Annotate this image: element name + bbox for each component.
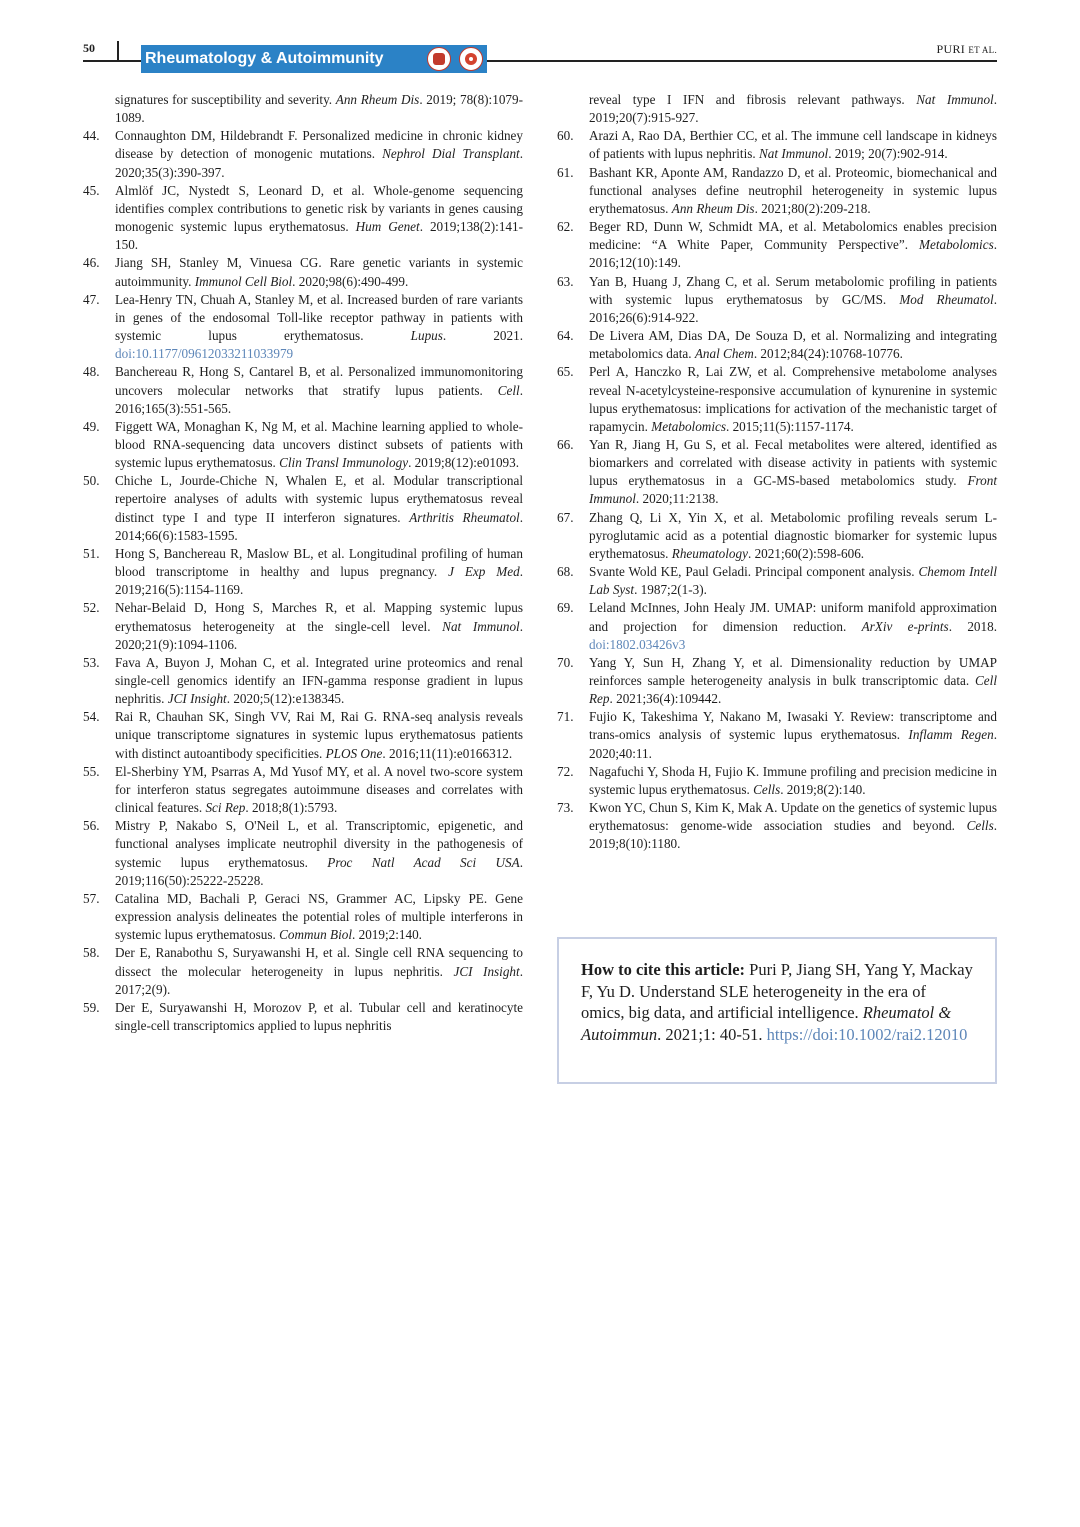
reference-journal: Metabolomics bbox=[918, 237, 994, 253]
reference-text: Mistry P, Nakabo S, O'Neil L, et al. Transcriptomic, epigenetic, and functional analyses implicate neutrophil diversity in the pathogenesis of systemic lupus erythematosus. Proc Natl Acad Sci USA. 2019;116(50):25222-25228. bbox=[115, 818, 523, 888]
running-head-etal: ET AL. bbox=[968, 45, 997, 55]
reference-journal: Proc Natl Acad Sci USA bbox=[327, 854, 520, 870]
reference-item bbox=[83, 545, 523, 599]
reference-journal: Arthritis Rheumatol bbox=[409, 509, 520, 525]
reference-text: Connaughton DM, Hildebrandt F. Personalized medicine in chronic kidney disease by detection of monogenic mutations. Nephrol Dial Transplant. 2020;35(3):390-397. bbox=[115, 128, 523, 180]
reference-text: Arazi A, Rao DA, Berthier CC, et al. The immune cell landscape in kidneys of patients with lupus nephritis. Nat Immunol. 2019; 20(7):902-914. bbox=[589, 128, 997, 162]
reference-item bbox=[83, 817, 523, 890]
reference-item bbox=[557, 218, 997, 272]
citation-box bbox=[557, 937, 997, 1084]
reference-item bbox=[83, 654, 523, 708]
reference-text: El-Sherbiny YM, Psarras A, Md Yusof MY, et al. A novel two-score system for interferon status segregates autoimmune diseases and correlates with clinical features. Sci Rep. 2018;8(1):5793. bbox=[115, 763, 523, 816]
reference-journal: Chemom Intell Lab Syst bbox=[589, 564, 997, 598]
citation-journal: Rheumatol & Autoimmun bbox=[581, 1003, 952, 1044]
reference-column-left bbox=[83, 91, 523, 1035]
journal-title: Rheumatology & Autoimmunity bbox=[145, 50, 384, 67]
reference-journal: Lupus bbox=[410, 328, 443, 344]
reference-text: Fava A, Buyon J, Mohan C, et al. Integrated urine proteomics and renal single-cell genomics identify an IFN-gamma response gradient in lupus nephritis. JCI Insight. 2020;5(12):e138345. bbox=[115, 654, 523, 707]
reference-item bbox=[83, 418, 523, 472]
reference-journal: Clin Transl Immunology bbox=[279, 455, 409, 471]
reference-text: Yan R, Jiang H, Gu S, et al. Fecal metabolites were altered, identified as biomarkers and correlated with disease activity in patients with systemic lupus erythematosus in a GC-MS-based metabolomics study. Front Immunol. 2020;11:2138. bbox=[589, 436, 997, 507]
reference-text: Leland McInnes, John Healy JM. UMAP: uniform manifold approximation and projection for dimension reduction. ArXiv e-prints. 2018. doi:1802.03426v3 bbox=[589, 600, 997, 652]
reference-text: Catalina MD, Bachali P, Geraci NS, Grammer AC, Lipsky PE. Gene expression analysis delineates the potential roles of multiple interferons in systemic lupus erythematosus. Commun Biol. 2019;2:140. bbox=[115, 890, 523, 943]
reference-text: Zhang Q, Li X, Yin X, et al. Metabolomic profiling reveals serum L-pyroglutamic acid as a potential diagnostic biomarker for systemic lupus erythematosus. Rheumatology. 2021;60(2):598-606. bbox=[589, 509, 997, 561]
reference-item bbox=[557, 327, 997, 363]
reference-number: 68. bbox=[557, 564, 574, 580]
reference-journal: Metabolomics bbox=[651, 418, 726, 434]
reference-number: 55. bbox=[83, 763, 100, 779]
reference-number: 56. bbox=[83, 818, 100, 834]
reference-number: 46. bbox=[83, 255, 100, 271]
reference-journal: JCI Insight bbox=[453, 963, 520, 979]
reference-number: 69. bbox=[557, 600, 574, 616]
reference-text: Der E, Ranabothu S, Suryawanshi H, et al. Single cell RNA sequencing to dissect the molecular heterogeneity in lupus nephritis. JCI Insight. 2017;2(9). bbox=[115, 945, 523, 997]
reference-number: 73. bbox=[557, 800, 574, 816]
reference-number: 67. bbox=[557, 509, 574, 525]
reference-number: 48. bbox=[83, 364, 100, 380]
reference-item bbox=[83, 182, 523, 255]
reference-doi-link[interactable]: doi:1802.03426v3 bbox=[589, 636, 686, 652]
reference-number: 64. bbox=[557, 328, 574, 344]
reference-number: 61. bbox=[557, 164, 574, 180]
citation-lead: How to cite this article: bbox=[581, 960, 746, 979]
reference-number: 51. bbox=[83, 545, 100, 561]
reference-item bbox=[557, 273, 997, 327]
reference-number: 52. bbox=[83, 600, 100, 616]
running-head bbox=[937, 42, 998, 57]
reference-text: Lea-Henry TN, Chuah A, Stanley M, et al. Increased burden of rare variants in genes of the endosomal Toll-like receptor pathway in patients with systemic lupus erythematosus. Lupus. 2021. doi:10.1177/09612033211033979 bbox=[115, 291, 524, 362]
reference-text: Beger RD, Dunn W, Schmidt MA, et al. Metabolomics enables precision medicine: “A White Paper, Community Perspective”. Metabolomics. 2016;12(10):149. bbox=[589, 219, 997, 271]
reference-text: Rai R, Chauhan SK, Singh VV, Rai M, Rai G. RNA-seq analysis reveals unique transcriptome signatures in systemic lupus erythematosus patients with distinct autoantibody specificities. PLOS One. 2016;11(11):e0166312. bbox=[115, 709, 523, 761]
citation-details: . 2021;1: 40-51. bbox=[657, 1024, 767, 1044]
reference-item bbox=[557, 708, 997, 762]
reference-text: Nehar-Belaid D, Hong S, Marches R, et al. Mapping systemic lupus erythematosus heterogeneity at the single-cell level. Nat Immunol. 2020;21(9):1094-1106. bbox=[115, 600, 524, 652]
reference-text: Svante Wold KE, Paul Geladi. Principal component analysis. Chemom Intell Lab Syst. 1987;2(1-3). bbox=[589, 564, 997, 598]
reference-journal: Cell bbox=[497, 382, 520, 398]
reference-number: 50. bbox=[83, 473, 100, 489]
reference-journal: Immunol Cell Biol bbox=[194, 273, 293, 289]
reference-journal: PLOS One bbox=[325, 745, 383, 761]
reference-number: 54. bbox=[83, 709, 100, 725]
reference-journal: Hum Genet bbox=[355, 219, 420, 235]
reference-journal: Cell Rep bbox=[589, 673, 997, 707]
reference-text: Yan B, Huang J, Zhang C, et al. Serum metabolomic profiling in patients with systemic lupus erythematosus by GC/MS. Mod Rheumatol. 2016;26(6):914-922. bbox=[589, 273, 997, 325]
reference-number: 60. bbox=[557, 128, 574, 144]
reference-item bbox=[83, 763, 523, 817]
reference-number: 49. bbox=[83, 418, 100, 434]
reference-number: 58. bbox=[83, 945, 100, 961]
reference-item bbox=[557, 127, 997, 163]
reference-item bbox=[557, 363, 997, 436]
reference-number: 72. bbox=[557, 763, 574, 779]
reference-number: 65. bbox=[557, 364, 574, 380]
reference-item bbox=[83, 127, 523, 181]
reference-number: 47. bbox=[83, 291, 100, 307]
reference-item bbox=[557, 563, 997, 599]
running-head-author: PURI bbox=[936, 42, 966, 56]
reference-continuation: reveal type I IFN and fibrosis relevant pathways. Nat Immunol. 2019;20(7):915-927. bbox=[589, 92, 997, 126]
citation-doi-link[interactable]: https://doi:10.1002/rai2.12010 bbox=[766, 1024, 968, 1044]
reference-item bbox=[83, 472, 523, 545]
journal-banner bbox=[141, 45, 487, 73]
reference-number: 63. bbox=[557, 273, 574, 289]
reference-item bbox=[557, 509, 997, 563]
reference-journal: ArXiv e-prints bbox=[861, 618, 949, 634]
reference-text: Almlöf JC, Nystedt S, Leonard D, et al. Whole-genome sequencing identifies complex contributions to genetic risk by variants in genes causing monogenic systemic lupus erythematosus. Hum Genet. 2019;138(2):141-150. bbox=[115, 182, 523, 253]
page-number: 50 bbox=[83, 41, 95, 55]
reference-journal: Ann Rheum Dis bbox=[671, 200, 755, 216]
reference-text: Banchereau R, Hong S, Cantarel B, et al. Personalized immunomonitoring uncovers molecular networks that stratify lupus patients. Cell. 2016;165(3):551-565. bbox=[115, 364, 523, 416]
reference-item bbox=[83, 708, 523, 762]
reference-number: 59. bbox=[83, 999, 100, 1015]
reference-text: Kwon YC, Chun S, Kim K, Mak A. Update on the genetics of systemic lupus erythematosus: genome-wide association studies and beyond. Cells. 2019;8(10):1180. bbox=[589, 800, 997, 852]
reference-journal: Nat Immunol bbox=[442, 618, 520, 634]
reference-item bbox=[83, 599, 523, 653]
reference-text: De Livera AM, Dias DA, De Souza D, et al. Normalizing and integrating metabolomics data. Anal Chem. 2012;84(24):10768-10776. bbox=[589, 328, 997, 362]
reference-number: 53. bbox=[83, 654, 100, 670]
reference-item bbox=[83, 254, 523, 290]
reference-journal: Cells bbox=[966, 818, 994, 834]
reference-item bbox=[557, 164, 997, 218]
reference-journal: Commun Biol bbox=[279, 927, 352, 943]
reference-number: 44. bbox=[83, 128, 100, 144]
publisher-logo-icon bbox=[459, 47, 483, 71]
reference-number: 70. bbox=[557, 654, 574, 670]
reference-column-right bbox=[557, 91, 997, 854]
reference-continuation: signatures for susceptibility and severity. Ann Rheum Dis. 2019; 78(8):1079-1089. bbox=[115, 92, 523, 126]
reference-item bbox=[557, 654, 997, 708]
reference-text: Chiche L, Jourde-Chiche N, Whalen E, et al. Modular transcriptional repertoire analyses of adults with systemic lupus erythematosus reveal distinct type I and type II interferon signatures. Arthritis Rheumatol. 2014;66(6):1583-1595. bbox=[115, 473, 523, 543]
reference-item bbox=[83, 890, 523, 944]
reference-text: Jiang SH, Stanley M, Vinuesa CG. Rare genetic variants in systemic autoimmunity. Immunol Cell Biol. 2020;98(6):490-499. bbox=[115, 255, 523, 289]
reference-text: Figgett WA, Monaghan K, Ng M, et al. Machine learning applied to whole-blood RNA-sequencing data uncovers distinct subsets of patients with systemic lupus erythematosus. Clin Transl Immunology. 2019;8(12):e01093. bbox=[115, 418, 523, 471]
reference-journal: Front Immunol bbox=[589, 473, 997, 507]
reference-text: Yang Y, Sun H, Zhang Y, et al. Dimensionality reduction by UMAP reinforces sample heterogeneity analysis in bulk transcriptomic data. Cell Rep. 2021;36(4):109442. bbox=[589, 654, 997, 707]
reference-journal: Rheumatology bbox=[671, 545, 748, 561]
reference-journal: Anal Chem bbox=[694, 346, 754, 362]
reference-item bbox=[83, 944, 523, 998]
reference-journal: JCI Insight bbox=[167, 691, 227, 707]
reference-item bbox=[557, 763, 997, 799]
reference-journal: Inflamm Regen bbox=[908, 727, 994, 743]
reference-number: 66. bbox=[557, 436, 574, 452]
reference-number: 45. bbox=[83, 182, 100, 198]
reference-journal: Mod Rheumatol bbox=[899, 291, 994, 307]
citation-text: Puri P, Jiang SH, Yang Y, Mackay F, Yu D. Understand SLE heterogeneity in the era of omics, big data, and artificial intelligence. bbox=[581, 960, 973, 1022]
reference-text: Der E, Suryawanshi H, Morozov P, et al. Tubular cell and keratinocyte single-cell transcriptomics applied to lupus nephritis bbox=[115, 999, 523, 1033]
reference-item bbox=[557, 799, 997, 853]
reference-item bbox=[83, 363, 523, 417]
reference-item bbox=[557, 599, 997, 653]
reference-item bbox=[83, 291, 523, 364]
reference-journal: Cells bbox=[753, 781, 781, 797]
reference-text: Hong S, Banchereau R, Maslow BL, et al. Longitudinal profiling of human blood transcriptome in healthy and lupus pregnancy. J Exp Med. 2019;216(5):1154-1169. bbox=[115, 545, 523, 598]
reference-number: 62. bbox=[557, 219, 574, 235]
reference-journal: Nephrol Dial Transplant bbox=[382, 146, 520, 162]
reference-journal: J Exp Med bbox=[448, 564, 520, 580]
reference-text: Bashant KR, Aponte AM, Randazzo D, et al. Proteomic, biomechanical and functional analyses define neutrophil heterogeneity in systemic lupus erythematosus. Ann Rheum Dis. 2021;80(2):209-218. bbox=[589, 164, 997, 216]
reference-text: Nagafuchi Y, Shoda H, Fujio K. Immune profiling and precision medicine in systemic lupus erythematosus. Cells. 2019;8(2):140. bbox=[589, 763, 997, 797]
reference-text: Fujio K, Takeshima Y, Nakano M, Iwasaki Y. Review: transcriptome and trans-omics analysis of systemic lupus erythematosus. Inflamm Regen. 2020;40:11. bbox=[589, 709, 997, 761]
header-divider bbox=[117, 41, 119, 61]
reference-item bbox=[557, 436, 997, 509]
reference-item bbox=[83, 999, 523, 1035]
reference-number: 57. bbox=[83, 890, 100, 906]
society-logo-icon bbox=[427, 47, 451, 71]
reference-number: 71. bbox=[557, 709, 574, 725]
reference-journal: Nat Immunol bbox=[758, 146, 829, 162]
reference-text: Perl A, Hanczko R, Lai ZW, et al. Comprehensive metabolome analyses reveal N-acetylcysteine-responsive accumulation of kynurenine in systemic lupus erythematosus: implications for activation of the mechanistic target of rapamycin. Metabolomics. 2015;11(5):1157-1174. bbox=[589, 364, 997, 434]
reference-doi-link[interactable]: doi:10.1177/09612033211033979 bbox=[115, 346, 294, 362]
reference-journal: Sci Rep bbox=[205, 800, 246, 816]
